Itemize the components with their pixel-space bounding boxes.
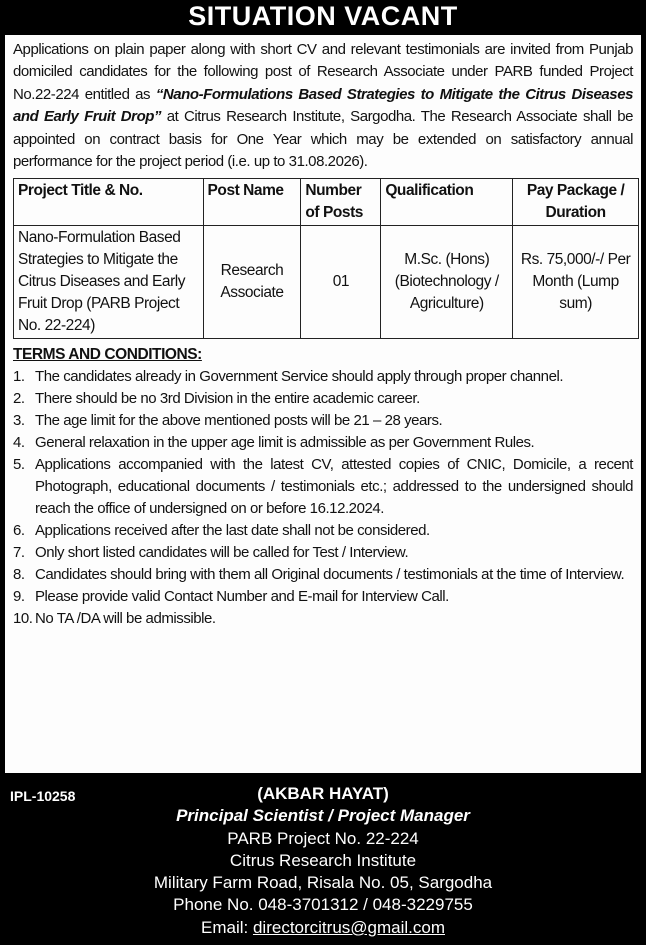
project-title: “Nano-Formulations Based Strategies to Mitigate the Citrus Diseases and Early Fruit Drop” [13,85,633,126]
col-header: Pay Package / Duration [513,179,639,226]
terms-list [13,366,633,630]
terms-heading: TERMS AND CONDITIONS: [13,346,202,364]
institute: Citrus Research Institute [229,850,417,870]
term-text: The age limit for the above mentioned posts will be 21 – 28 years. [35,412,443,430]
term-item [13,432,633,454]
intro-text-2: at Citrus Research Institute, Sargodha. The Research Associate shall be appointed on contract basis for One Year which may be extended on satisfactory annual performance for the project period (i.e. up to 31.08.2026). [13,108,633,171]
term-text: Please provide valid Contact Number and E-mail for Interview Call. [35,588,449,606]
col-header: Number of Posts [301,179,381,226]
term-text: There should be no 3rd Division in the entire academic career. [35,390,420,408]
term-number: 3. [13,412,25,430]
term-number: 4. [13,434,25,452]
term-item [13,520,633,542]
email-link[interactable]: directorcitrus@gmail.com [252,917,445,937]
term-item [13,542,633,564]
project-number: PARB Project No. 22-224 [227,828,419,848]
term-number: 10. [13,610,33,628]
term-number: 7. [13,544,25,562]
term-number: 5. [13,456,25,474]
email-line [0,917,646,939]
term-text: Applications accompanied with the latest CV, attested copies of CNIC, Domicile, a recent Photograph, educational documents / testimonials etc.; addressed to the undersigned should reach the office of undersigned on or before 16.12.2024. [35,456,633,518]
term-item [13,564,633,586]
term-text: Only short listed candidates will be called for Test / Interview. [35,544,409,562]
cell-posts-count: 01 [301,226,381,339]
term-text: General relaxation in the upper age limit is admissible as per Government Rules. [35,434,535,452]
term-item [13,454,633,520]
term-number: 9. [13,588,25,606]
term-number: 1. [13,368,25,386]
table-header-row [14,179,639,226]
col-header: Qualification [381,179,513,226]
term-text: No TA /DA will be admissible. [35,610,216,628]
term-item [13,388,633,410]
ref-number: IPL-10258 [10,788,76,804]
signatory-name: (AKBAR HAYAT) [257,784,389,803]
cell-project: Nano-Formulation Based Strategies to Mitigate the Citrus Diseases and Early Fruit Drop (PARB Project No. 22-224) [14,226,204,339]
table-row [14,226,639,339]
term-number: 8. [13,566,25,584]
term-number: 2. [13,390,25,408]
intro-paragraph [13,39,633,173]
email-label: Email: [201,917,253,937]
term-text: Candidates should bring with them all Original documents / testimonials at the time of Interview. [35,566,625,584]
address: Military Farm Road, Risala No. 05, Sargodha [153,873,493,893]
term-text: The candidates already in Government Service should apply through proper channel. [35,368,564,386]
term-number: 6. [13,522,25,540]
term-item [13,608,633,630]
term-item [13,410,633,432]
footer [0,775,646,939]
intro-text: Applications on plain paper along with short CV and relevant testimonials are invited from Punjab domiciled candidates for the following post of Research Associate under PARB funded Project No.22-224 entitled as [13,41,633,103]
col-header: Post Name [203,179,301,226]
term-text: Applications received after the last date shall not be considered. [35,522,430,540]
cell-pay: Rs. 75,000/-/ Per Month (Lump sum) [513,226,639,339]
cell-qualification: M.Sc. (Hons) (Biotechnology / Agriculture) [381,226,513,339]
page-title: SITUATION VACANT [188,1,458,31]
term-item [13,366,633,388]
advertisement-body [3,33,643,775]
vacancy-table [13,178,639,339]
col-header: Project Title & No. [14,179,204,226]
phone: Phone No. 048-3701312 / 048-3229755 [173,895,473,915]
cell-post: Research Associate [203,226,301,339]
term-item [13,586,633,608]
designation: Principal Scientist / Project Manager [176,806,470,826]
